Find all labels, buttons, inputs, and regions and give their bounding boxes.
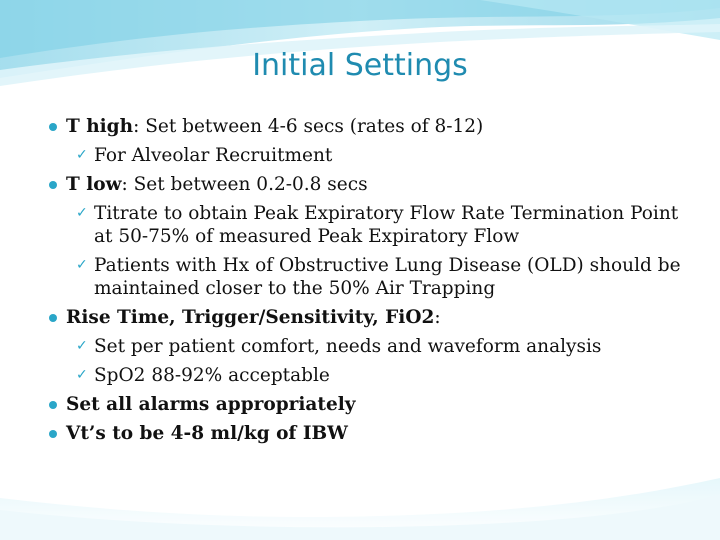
subitem-text: For Alveolar Recruitment (94, 145, 333, 166)
t-high-label: T high (66, 116, 134, 137)
alarms-text: Set all alarms appropriately (66, 394, 356, 415)
list-subitem (48, 364, 688, 387)
list-item-vt (48, 422, 688, 445)
t-low-text: : Set between 0.2-0.8 secs (121, 174, 368, 195)
checkmark-icon: ✓ (76, 367, 88, 383)
list-subitem (48, 254, 688, 300)
t-high-text: : Set between 4-6 secs (rates of 8-12) (133, 116, 484, 137)
list-item-t-low (48, 173, 688, 196)
round-bullet-icon (49, 401, 57, 409)
list-subitem (48, 335, 688, 358)
vt-text: Vt’s to be 4-8 ml/kg of IBW (66, 423, 348, 444)
subitem-text: Titrate to obtain Peak Expiratory Flow Rate Termination Point at 50-75% of measured Peak Expiratory Flow (94, 203, 679, 247)
bullet-list (48, 115, 688, 451)
t-low-label: T low (66, 174, 122, 195)
checkmark-icon: ✓ (76, 147, 88, 163)
checkmark-icon: ✓ (76, 205, 88, 221)
slide-title: Initial Settings (252, 48, 468, 83)
list-item-rise-time (48, 306, 688, 329)
round-bullet-icon (49, 314, 57, 322)
list-subitem (48, 202, 688, 248)
checkmark-icon: ✓ (76, 257, 88, 273)
checkmark-icon: ✓ (76, 338, 88, 354)
rise-time-label: Rise Time, Trigger/Sensitivity, FiO (66, 307, 422, 328)
list-item-t-high (48, 115, 688, 138)
round-bullet-icon (49, 430, 57, 438)
list-subitem (48, 144, 688, 167)
round-bullet-icon (49, 181, 57, 189)
rise-time-subscript: 2 (421, 307, 435, 328)
subitem-text: Patients with Hx of Obstructive Lung Disease (OLD) should be maintained closer to the 50% Air Trapping (94, 255, 681, 299)
list-item-alarms (48, 393, 688, 416)
rise-time-colon: : (434, 307, 441, 328)
subitem-text: Set per patient comfort, needs and waveform analysis (94, 336, 602, 357)
round-bullet-icon (49, 123, 57, 131)
subitem-text: SpO2 88-92% acceptable (94, 365, 330, 386)
